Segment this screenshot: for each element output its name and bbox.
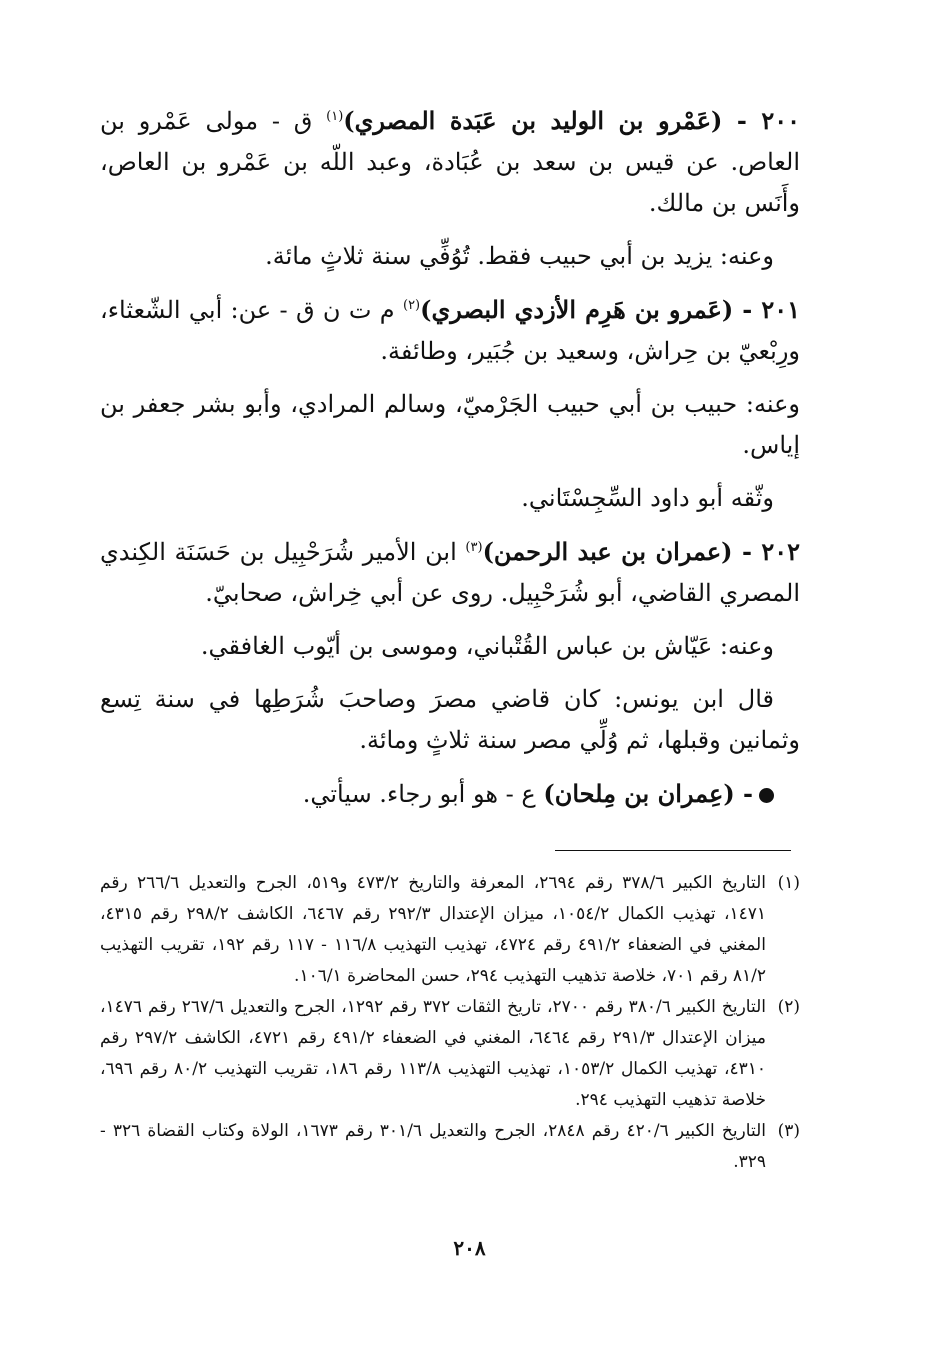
entry-heading: - (عِمران بن مِلحان) [543,779,753,808]
entry-text: ابن الأمير شُرَحْبِيل بن حَسَنَة الكِندي المصري القاضي، أبو شُرَحْبِيل. روى عن أبي خِراش، صحابيّ. [100,538,800,607]
entry-201 [100,289,800,519]
entry-text: م ت ن ق - عن: أبي الشّعثاء، ورِبْعيّ بن حِراش، وسعيد بن جُبَير، وطائفة. [100,296,800,365]
entry-paragraph [100,478,800,519]
entry-text: وعنه: يزيد بن أبي حبيب فقط. تُوُفِّي سنة ثلاثٍ مائة. [265,242,774,270]
entry-paragraph [100,773,800,815]
footnote [100,1116,800,1178]
entry-200 [100,100,800,277]
main-text [100,100,800,827]
entry-heading: ٢٠١ - (عَمرو بن هَرِم الأزدي البصري) [420,295,800,324]
footnote-text: التاريخ الكبير ٣٨٠/٦ رقم ٢٧٠٠، تاريخ الثقات ٣٧٢ رقم ١٢٩٢، الجرح والتعديل ٢٦٧/٦ رقم ١٤٧٦، ميزان الإعتدال ٢٩١/٣ رقم ٦٤٦٤، المغني في الضعفاء ٤٩١/٢ رقم ٤٧٢١، الكاشف ٢٩٧/٢ رقم ٤٣١٠، تهذيب الكمال ١٠٥٣/٢، تهذيب التهذيب ١١٣/٨ رقم ١٨٦، تقريب التهذيب ٨٠/٢ رقم ٦٩٦، خلاصة تذهيب التهذيب ٢٩٤. [100,997,766,1110]
entry-paragraph [100,531,800,614]
entry-paragraph [100,626,800,667]
entry-text: ع - هو أبو رجاء. سيأتي. [302,780,544,808]
footnotes [100,868,800,1178]
entry-heading: ٢٠٢ - (عمران بن عبد الرحمن) [482,537,800,566]
entry-202 [100,531,800,761]
entry-cross-reference [100,773,800,815]
footnote-text: التاريخ الكبير ٣٧٨/٦ رقم ٢٦٩٤، المعرفة والتاريخ ٤٧٣/٢ و٥١٩، الجرح والتعديل ٢٦٦/٦ رقم ١٤٧١، تهذيب الكمال ١٠٥٤/٢، ميزان الإعتدال ٢٩٢/٣ رقم ٦٤٦٧، الكاشف ٢٩٨/٢ رقم ٤٣١٥، المغني في الضعفاء ٤٩١/٢ رقم ٤٧٢٤، تهذيب التهذيب ١١٦/٨ - ١١٧ رقم ١٩٢، تقريب التهذيب ٨١/٢ رقم ٧٠١، خلاصة تذهيب التهذيب ٢٩٤، حسن المحاضرة ١٠٦/١. [100,873,766,986]
footnote-number: (١) [777,873,800,893]
entry-text: ق - مولى عَمْرو بن العاص. عن قيس بن سعد بن عُبَادة، وعبد اللّه بن عَمْرو بن العاص، وأَنَس بن مالك. [100,107,800,217]
entry-text: وثّقه أبو داود السِّجِسْتَاني. [521,484,774,512]
footnote-number: (٣) [777,1121,800,1141]
entry-paragraph [100,100,800,224]
footnote-text: التاريخ الكبير ٤٢٠/٦ رقم ٢٨٤٨، الجرح والتعديل ٣٠١/٦ رقم ١٦٧٣، الولاة وكتاب القضاة ٣٢٦ - ٣٢٩. [100,1121,766,1172]
entry-paragraph [100,289,800,372]
entry-heading: ٢٠٠ - (عَمْرو بن الوليد بن عَبَدة المصري) [343,106,801,135]
footnote-divider [555,850,791,851]
entry-text: وعنه: عَيّاش بن عباس القُتْباني، وموسى بن أيّوب الغافقي. [200,632,774,660]
page-number: ٢٠٨ [453,1236,486,1260]
footnote-ref[interactable]: (٢) [402,298,421,313]
entry-paragraph [100,236,800,277]
entry-text: وعنه: حبيب بن أبي حبيب الجَرْميّ، وسالم المرادي، وأبو بشر جعفر بن إياس. [100,390,800,459]
bullet-icon [759,788,774,803]
footnote [100,868,800,992]
entry-paragraph [100,679,800,761]
entry-paragraph [100,384,800,466]
footnote [100,992,800,1116]
entry-text: قال ابن يونس: كان قاضي مصرَ وصاحبَ شُرَطِها في سنة تِسع وثمانين وقبلها، ثم وُلِّي مصر سنة ثلاثٍ ومائة. [100,685,800,754]
footnote-number: (٢) [777,997,800,1017]
footnote-ref[interactable]: (١) [326,109,344,124]
footnote-ref[interactable]: (٣) [465,540,483,555]
